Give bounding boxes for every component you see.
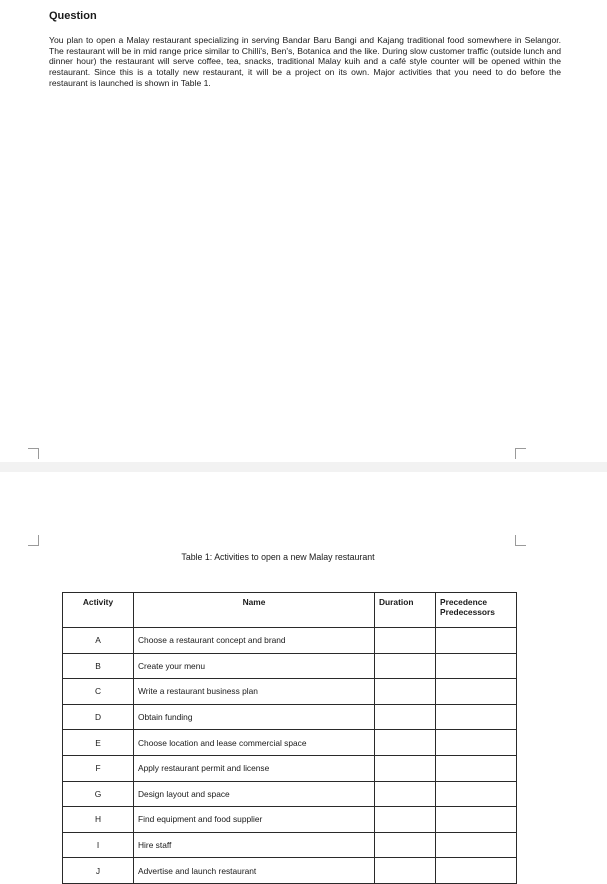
cell-activity: A (63, 628, 134, 654)
cell-name: Write a restaurant business plan (134, 679, 375, 705)
cell-duration (375, 628, 436, 654)
table-row (63, 832, 517, 858)
table-row (63, 628, 517, 654)
cell-name: Create your menu (134, 653, 375, 679)
table-row (63, 730, 517, 756)
cell-name: Find equipment and food supplier (134, 807, 375, 833)
cell-name: Choose a restaurant concept and brand (134, 628, 375, 654)
crop-mark (28, 535, 39, 546)
table-row (63, 781, 517, 807)
cell-precedence (436, 858, 517, 884)
cell-duration (375, 832, 436, 858)
cell-name: Design layout and space (134, 781, 375, 807)
header-duration: Duration (375, 593, 436, 628)
table-row (63, 858, 517, 884)
cell-duration (375, 730, 436, 756)
table-row (63, 704, 517, 730)
cell-duration (375, 807, 436, 833)
table-caption: Table 1: Activities to open a new Malay restaurant (181, 552, 375, 562)
table-row (63, 653, 517, 679)
cell-precedence (436, 679, 517, 705)
question-heading: Question (49, 10, 97, 22)
cell-activity: F (63, 755, 134, 781)
table-row (63, 755, 517, 781)
cell-duration (375, 755, 436, 781)
cell-precedence (436, 628, 517, 654)
cell-precedence (436, 832, 517, 858)
cell-activity: I (63, 832, 134, 858)
cell-precedence (436, 730, 517, 756)
cell-name: Obtain funding (134, 704, 375, 730)
cell-activity: J (63, 858, 134, 884)
crop-mark (515, 535, 526, 546)
header-precedence: Precedence Predecessors (436, 593, 517, 628)
header-activity: Activity (63, 593, 134, 628)
question-paragraph: You plan to open a Malay restaurant specializing in serving Bandar Baru Bangi and Kajang traditional food somewhere in Selangor. The restaurant will be in mid range price similar to Chilli's, Ben's, Botanica and the like. During slow customer traffic (outside lunch and dinner hour) the restaurant will serve coffee, tea, snacks, traditional Malay kuih and a café style counter will be opened within the restaurant. Since this is a totally new restaurant, it will be a project on its own. Major activities that you need to do before the restaurant is launched is shown in Table 1. (49, 35, 561, 88)
cell-duration (375, 781, 436, 807)
table-header-row (63, 593, 517, 628)
cell-duration (375, 858, 436, 884)
cell-name: Choose location and lease commercial space (134, 730, 375, 756)
crop-mark (515, 448, 526, 459)
cell-name: Advertise and launch restaurant (134, 858, 375, 884)
header-name: Name (134, 593, 375, 628)
cell-precedence (436, 653, 517, 679)
cell-activity: G (63, 781, 134, 807)
cell-duration (375, 653, 436, 679)
cell-precedence (436, 704, 517, 730)
cell-activity: E (63, 730, 134, 756)
table-row (63, 679, 517, 705)
cell-name: Hire staff (134, 832, 375, 858)
cell-activity: D (63, 704, 134, 730)
page-separator (0, 462, 607, 472)
cell-precedence (436, 807, 517, 833)
cell-name: Apply restaurant permit and license (134, 755, 375, 781)
activities-table (62, 592, 517, 884)
cell-duration (375, 679, 436, 705)
cell-precedence (436, 755, 517, 781)
cell-activity: H (63, 807, 134, 833)
cell-precedence (436, 781, 517, 807)
cell-activity: B (63, 653, 134, 679)
cell-duration (375, 704, 436, 730)
cell-activity: C (63, 679, 134, 705)
crop-mark (28, 448, 39, 459)
table-row (63, 807, 517, 833)
